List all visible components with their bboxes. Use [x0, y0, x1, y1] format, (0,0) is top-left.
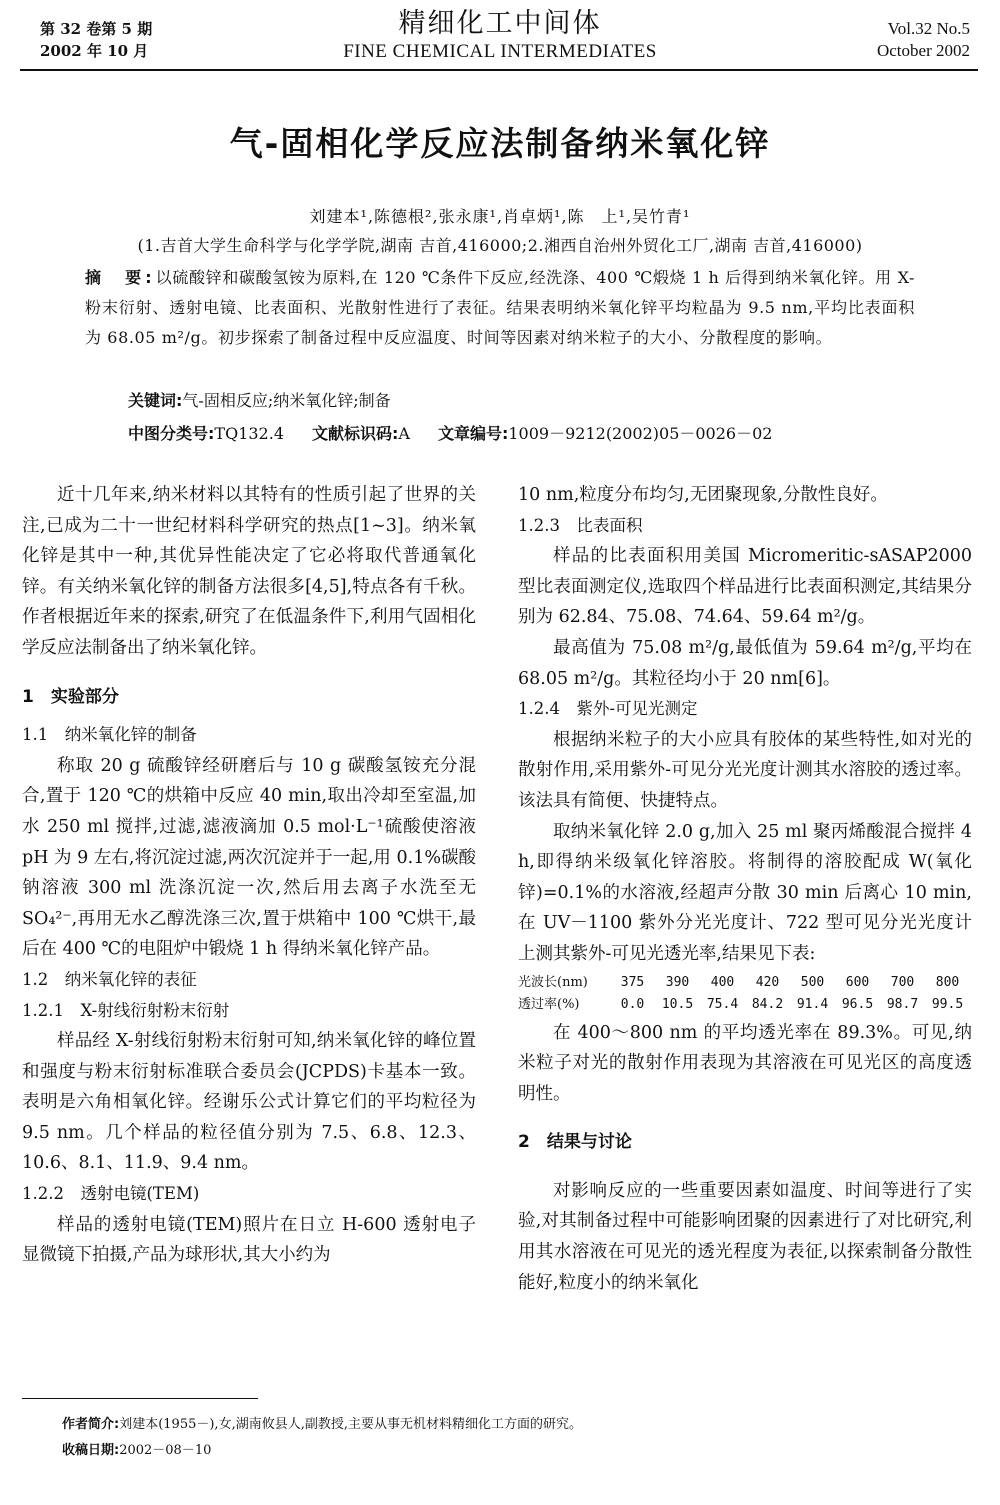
subsection-heading-1-2-3: 1.2.3 比表面积	[518, 515, 643, 535]
paragraph-1-2-1: 样品经 X-射线衍射粉末衍射可知,纳米氧化锌的峰位置和强度与粉末衍射标准联合委员会(JCPDS)卡基本一致。表明是六角相氧化锌。经谢乐公式计算它们的平均粒径为 9.5 nm。几个样品的粒径值分别为 7.5、6.8、12.3、10.6、8.1、11.9、9.4 nm。	[22, 1031, 476, 1174]
table-cell: 91.4	[796, 996, 829, 1012]
transmittance-table	[518, 972, 972, 1016]
subsection-heading-1-1: 1.1 纳米氧化锌的制备	[22, 725, 197, 745]
paragraph-continued: 10 nm,粒度分布均匀,无团聚现象,分散性良好。	[518, 485, 888, 505]
clc-value: TQ132.4	[214, 424, 284, 443]
volume-issue: 第 32 卷第 5 期	[40, 20, 153, 38]
issue-date-en: October 2002	[876, 41, 970, 60]
table-cell: 84.2	[751, 996, 784, 1012]
table-cell: 99.5	[931, 996, 964, 1012]
table-cell: 500	[800, 974, 825, 990]
abstract-label: 摘 要:	[85, 268, 156, 287]
received-date-label: 收稿日期:	[62, 1443, 120, 1458]
article-number-label: 文章编号:	[437, 424, 509, 443]
intro-paragraph: 近十几年来,纳米材料以其特有的性质引起了世界的关注,已成为二十一世纪材料科学研究的热点[1~3]。纳米氧化锌是其中一种,其优异性能决定了它必将取代普通氧化锌。有关纳米氧化锌的制备方法很多[4,5],特点各有千秋。作者根据近年来的探索,研究了在低温条件下,利用气固相化学反应法制备出了纳米氧化锌。	[22, 485, 476, 658]
paragraph-2: 对影响反应的一些重要因素如温度、时间等进行了实验,对其制备过程中可能影响团聚的因素进行了对比研究,利用其水溶液在可见光的透光程度为表征,以探索制备分散性能好,粒度小的纳米氧化	[518, 1180, 972, 1293]
journal-name-cn: 精细化工中间体	[398, 8, 602, 39]
journal-name-en: FINE CHEMICAL INTERMEDIATES	[343, 41, 657, 62]
table-cell: 375	[620, 974, 645, 990]
table-row-transmittance	[518, 994, 972, 1016]
right-column	[518, 480, 972, 1298]
table-cell: 800	[935, 974, 960, 990]
keywords-text: 气-固相反应;纳米氧化锌;制备	[182, 391, 391, 410]
section-heading-2: 2 结果与讨论	[518, 1132, 632, 1153]
author-bio	[62, 1414, 582, 1436]
doc-code-label: 文献标识码:	[312, 424, 399, 443]
section-heading-1: 1 实验部分	[22, 686, 119, 707]
paragraph-1-2-3a: 样品的比表面积用美国 Micromeritic-sASAP2000 型比表面测定仪,选取四个样品进行比表面积测定,其结果分别为 62.84、75.08、74.64、59.64 m²/g。	[518, 546, 972, 628]
received-date	[62, 1440, 211, 1462]
author-bio-label: 作者简介:	[62, 1417, 120, 1432]
table-cell: 10.5	[661, 996, 694, 1012]
paragraph-1-2-2: 样品的透射电镜(TEM)照片在日立 H-600 透射电子显微镜下拍摄,产品为球形状,其大小约为	[22, 1214, 476, 1266]
table-cell: 0.0	[620, 996, 645, 1012]
author-list: 刘建本¹,陈德根²,张永康¹,肖卓炳¹,陈 上¹,吴竹青¹	[309, 207, 691, 226]
paragraph-1-2-3b: 最高值为 75.08 m²/g,最低值为 59.64 m²/g,平均在 68.05 m²/g。其粒径均小于 20 nm[6]。	[518, 637, 972, 689]
table-row-label: 透过率(%)	[518, 996, 580, 1012]
journal-name	[300, 6, 700, 62]
paragraph-1-2-4c: 在 400～800 nm 的平均透光率在 89.3%。可见,纳米粒子对光的散射作用表现为其溶液在可见光区的高度透明性。	[518, 1022, 972, 1104]
keywords-label: 关键词:	[128, 391, 183, 410]
paragraph-1-2-4a: 根据纳米粒子的大小应具有胶体的某些特性,如对光的散射作用,采用紫外-可见分光光度计测其水溶胶的透过率。该法具有简便、快捷特点。	[518, 729, 972, 811]
issue-date: 2002 年 10 月	[40, 42, 149, 60]
abstract	[85, 263, 915, 353]
table-row-wavelength	[518, 972, 972, 994]
subsection-heading-1-2: 1.2 纳米氧化锌的表征	[22, 969, 197, 989]
keywords	[128, 388, 391, 411]
issue-info-en	[877, 18, 970, 62]
paragraph-1-1: 称取 20 g 硫酸锌经研磨后与 10 g 碳酸氢铵充分混合,置于 120 ℃的烘箱中反应 40 min,取出冷却至室温,加水 250 ml 搅拌,过滤,滤液滴加 0.5 mol·L⁻¹硫酸使溶液 pH 为 9 左右,将沉淀过滤,两次沉淀并于一起,用 0.1%碳酸钠溶液 300 ml 洗涤沉淀一次,然后用去离子水洗至无 SO₄²⁻,再用无水乙醇洗涤三次,置于烘箱中 100 ℃烘干,最后在 400 ℃的电阻炉中锻烧 1 h 得纳米氧化锌产品。	[22, 755, 476, 960]
table-cell: 390	[665, 974, 690, 990]
article-number-value: 1009－9212(2002)05－0026－02	[508, 424, 773, 443]
table-cell: 75.4	[706, 996, 739, 1012]
received-date-value: 2002－08－10	[119, 1443, 212, 1458]
author-bio-text: 刘建本(1955－),女,湖南攸县人,副教授,主要从事无机材料精细化工方面的研究。	[119, 1417, 582, 1432]
paragraph-1-2-4b: 取纳米氧化锌 2.0 g,加入 25 ml 聚丙烯酸混合搅拌 4 h,即得纳米级氧化锌溶胶。将制得的溶胶配成 W(氧化锌)=0.1%的水溶液,经超声分散 30 min 后离心 10 min,在 UV－1100 紫外分光光度计、722 型可见分光光度计上测其紫外-可见光透光率,结果见下表:	[518, 821, 972, 964]
table-cell: 420	[755, 974, 780, 990]
abstract-text: 以硫酸锌和碳酸氢铵为原料,在 120 ℃条件下反应,经洗涤、400 ℃煅烧 1 h 后得到纳米氧化锌。用 X-粉末衍射、透射电镜、比表面积、光散射性进行了表征。结果表明纳米氧化锌平均粒晶为 9.5 nm,平均比表面积为 68.05 m²/g。初步探索了制备过程中反应温度、时间等因素对纳米粒子的大小、分散程度的影响。	[85, 268, 915, 347]
affiliation: (1.吉首大学生命科学与化学学院,湖南 吉首,416000;2.湘西自治州外贸化工厂,湖南 吉首,416000)	[137, 236, 863, 255]
subsection-heading-1-2-2: 1.2.2 透射电镜(TEM)	[22, 1184, 200, 1204]
table-row-label: 光波长(nm)	[518, 974, 588, 990]
subsection-heading-1-2-1: 1.2.1 X-射线衍射粉末衍射	[22, 1000, 230, 1020]
table-cell: 600	[845, 974, 870, 990]
footnote-rule	[22, 1398, 258, 1399]
issue-info	[40, 18, 152, 62]
table-cell: 700	[890, 974, 915, 990]
table-cell: 98.7	[886, 996, 919, 1012]
table-cell: 400	[710, 974, 735, 990]
paper-title: 气-固相化学反应法制备纳米氧化锌	[229, 124, 771, 163]
volume-issue-en: Vol.32 No.5	[887, 19, 970, 38]
classification-row	[128, 421, 772, 444]
doc-code-value: A	[398, 424, 410, 443]
clc-label: 中图分类号:	[128, 424, 215, 443]
table-cell: 96.5	[841, 996, 874, 1012]
header-rule	[20, 69, 978, 71]
subsection-heading-1-2-4: 1.2.4 紫外-可见光测定	[518, 699, 698, 719]
left-column	[22, 480, 476, 1271]
